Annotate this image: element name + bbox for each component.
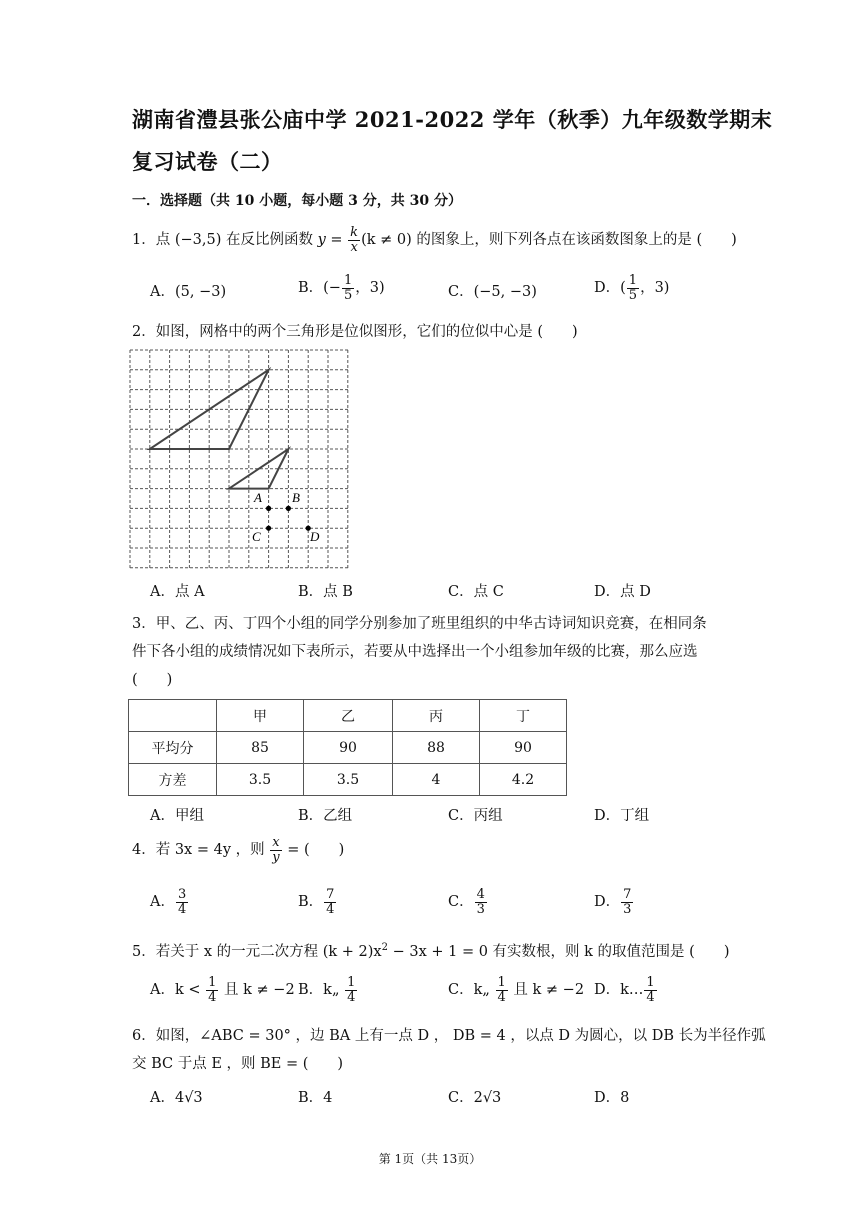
- q4-d-letter: D．: [594, 894, 621, 911]
- q5-a-den: 4: [208, 989, 217, 1005]
- q5-a-fraction: [206, 976, 218, 1004]
- q2-option-b: B．点 B: [298, 584, 353, 600]
- q5-b-pre: B．k„: [298, 982, 345, 999]
- q5-b-num: 1: [347, 975, 356, 990]
- table-row: [129, 764, 567, 796]
- q5-option-a: [150, 976, 295, 1004]
- q4-pre: 4．若 3x = 4y ，则: [132, 842, 270, 859]
- exam-title-line2: 复习试卷（二）: [132, 149, 283, 174]
- q5-text-post: − 3x + 1 = 0 有实数根，则 k 的取值范围是 ( ): [387, 944, 730, 960]
- q3-line-3: ( ): [132, 672, 173, 688]
- q3-option-c: C．丙组: [448, 808, 503, 824]
- label-d: D: [310, 529, 320, 544]
- q4-c-num: 4: [476, 887, 485, 902]
- q5-b-den: 4: [347, 989, 356, 1005]
- q4-c-letter: C．: [448, 894, 474, 911]
- table-cell: 90: [480, 732, 567, 764]
- q1-function-fraction: [348, 226, 360, 254]
- q5-c-post: 且 k ≠ −2: [508, 982, 585, 999]
- table-cell: 85: [217, 732, 304, 764]
- q5-d-pre: D．k…: [594, 982, 644, 999]
- table-cell: 3.5: [304, 764, 393, 796]
- q1-option-d: [594, 274, 669, 302]
- q1-option-a: A．(5, −3): [150, 284, 227, 300]
- table-header-cell: 甲: [217, 700, 304, 732]
- point-a: [266, 506, 271, 511]
- q4-b-den: 4: [326, 901, 335, 917]
- table-row: [129, 732, 567, 764]
- q1-b-post: ，3): [355, 280, 385, 297]
- q6-option-b: B．4: [298, 1090, 333, 1106]
- q5-c-pre: C．k„: [448, 982, 495, 999]
- q6-line-1: 6．如图，∠ABC = 30° ，边 BA 上有一点 D ， DB = 4 ，以点 D 为圆心，以 DB 长为半径作弧: [132, 1028, 766, 1044]
- question-2: 2．如图，网格中的两个三角形是位似图形，它们的位似中心是 ( ): [132, 324, 578, 340]
- q4-option-c: [448, 888, 488, 916]
- q4-fraction: [270, 836, 281, 864]
- q4-a-num: 3: [177, 887, 187, 902]
- q5-a-pre: A．k <: [150, 982, 206, 999]
- q1-b-pre: B．(−: [298, 280, 341, 297]
- q6-line-2: 交 BC 于点 E ，则 BE = ( ): [132, 1056, 344, 1072]
- table-cell: 90: [304, 732, 393, 764]
- q4-c-den: 3: [476, 901, 485, 917]
- table-header-cell: 丁: [480, 700, 567, 732]
- table-cell: 平均分: [129, 732, 217, 764]
- q3-option-a: A．甲组: [150, 808, 204, 824]
- q5-option-b: [298, 976, 358, 1004]
- table-cell: 4: [393, 764, 480, 796]
- q4-b-letter: B．: [298, 894, 324, 911]
- q4-d-num: 7: [623, 887, 632, 902]
- q5-c-den: 4: [497, 989, 506, 1005]
- q5-option-c: [448, 976, 584, 1004]
- q1-y: y: [317, 232, 326, 249]
- similar-triangles-grid-figure: [128, 348, 350, 570]
- q5-c-fraction: [496, 976, 508, 1004]
- q3-line-2: 件下各小组的成绩情况如下表所示，若要从中选择出一个小组参加年级的比赛，那么应选: [132, 644, 698, 660]
- q1-fraction-denominator: x: [350, 239, 358, 255]
- q3-option-b: B．乙组: [298, 808, 353, 824]
- q5-d-fraction: [644, 976, 656, 1004]
- q5-option-d: [594, 976, 658, 1004]
- q1-d-den: 5: [628, 287, 638, 303]
- q1-d-num: 1: [628, 273, 638, 288]
- point-b: [286, 506, 291, 511]
- q5-text-pre: 5．若关于 x 的一元二次方程 (k + 2)x: [132, 944, 382, 960]
- q1-text-part2: 的图象上，则下列各点在该函数图象上的是 ( ): [411, 232, 737, 249]
- q4-b-fraction: [324, 888, 336, 916]
- q4-den: y: [272, 849, 280, 865]
- q5-d-num: 1: [646, 975, 655, 990]
- label-a: A: [254, 490, 262, 505]
- q1-text-start: 1．: [132, 232, 156, 249]
- exam-title-line1: 湖南省澧县张公庙中学 2021-2022 学年（秋季）九年级数学期末: [132, 107, 773, 132]
- q4-option-b: [298, 888, 337, 916]
- q1-condition: (k ≠ 0): [361, 232, 412, 249]
- q5-a-post: 且 k ≠ −2: [219, 982, 295, 999]
- point-c: [266, 526, 271, 531]
- q1-text-part1: 点 (−3,5) 在反比例函数: [155, 232, 318, 249]
- q2-option-a: A．点 A: [150, 584, 205, 600]
- table-cell: 4.2: [480, 764, 567, 796]
- q6-option-d: D．8: [594, 1090, 630, 1106]
- q5-b-fraction: [345, 976, 357, 1004]
- q1-option-b: [298, 274, 385, 302]
- q1-b-num: 1: [343, 273, 353, 288]
- q1-d-fraction: [627, 274, 639, 302]
- question-4: [132, 836, 344, 864]
- table-header-cell: [129, 700, 217, 732]
- table-header-cell: 丙: [393, 700, 480, 732]
- label-b: B: [292, 490, 300, 505]
- q4-num: x: [270, 836, 281, 851]
- q4-a-den: 4: [177, 901, 187, 917]
- q5-d-den: 4: [646, 989, 655, 1005]
- table-cell: 方差: [129, 764, 217, 796]
- question-1: [132, 226, 737, 254]
- q5-square: 2: [381, 942, 388, 954]
- q2-option-d: D．点 D: [594, 584, 651, 600]
- q1-d-post: ，3): [640, 280, 670, 297]
- table-cell: 3.5: [217, 764, 304, 796]
- question-5: [132, 940, 729, 961]
- section-heading: 一．选择题（共 10 小题，每小题 3 分，共 30 分）: [132, 193, 462, 209]
- scores-table: [128, 699, 567, 796]
- table-header-row: [129, 700, 567, 732]
- q1-d-pre: D．(: [594, 280, 626, 297]
- page-footer: 第 1页（共 13页）: [378, 1152, 482, 1166]
- label-c: C: [252, 529, 261, 544]
- q4-b-num: 7: [326, 887, 335, 902]
- q4-a-letter: A．: [150, 894, 175, 911]
- q4-post: = ( ): [282, 842, 345, 859]
- q5-c-num: 1: [497, 975, 506, 990]
- q1-fraction-numerator: k: [350, 225, 359, 240]
- q3-line-1: 3．甲、乙、丙、丁四个小组的同学分别参加了班里组织的中华古诗词知识竞赛，在相同条: [132, 616, 707, 632]
- q1-b-fraction: [342, 274, 354, 302]
- q4-d-den: 3: [623, 901, 632, 917]
- q2-option-c: C．点 C: [448, 584, 504, 600]
- q4-d-fraction: [621, 888, 633, 916]
- q1-option-c: C．(−5, −3): [448, 284, 537, 300]
- q1-b-den: 5: [343, 287, 353, 303]
- q4-option-a: [150, 888, 189, 916]
- q1-eq: =: [325, 232, 348, 249]
- q4-c-fraction: [475, 888, 487, 916]
- q3-option-d: D．丁组: [594, 808, 650, 824]
- q5-a-num: 1: [208, 975, 217, 990]
- q6-option-a: A．4√3: [150, 1090, 203, 1106]
- q6-option-c: C．2√3: [448, 1090, 502, 1106]
- q4-option-d: [594, 888, 634, 916]
- table-header-cell: 乙: [304, 700, 393, 732]
- q4-a-fraction: [176, 888, 188, 916]
- table-cell: 88: [393, 732, 480, 764]
